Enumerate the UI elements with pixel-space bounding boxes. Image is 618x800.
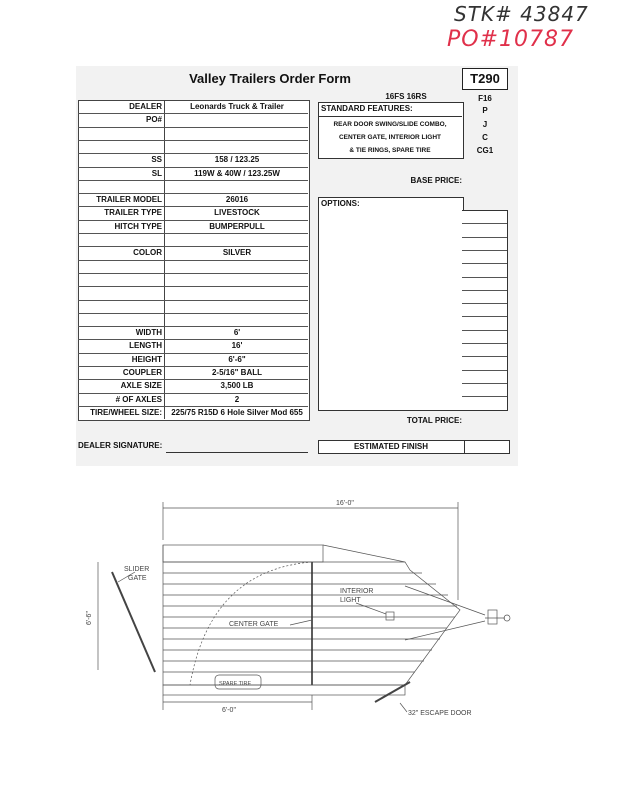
table-row-label: HITCH TYPE	[114, 221, 162, 231]
trailer-floor-plan-drawing	[0, 490, 618, 730]
escape-door-label: 32" ESCAPE DOOR	[408, 710, 472, 717]
table-row-value[interactable]: 158 / 123.25	[214, 155, 260, 165]
table-row-label	[78, 234, 162, 246]
options-grid-line	[462, 263, 507, 264]
options-grid-line	[462, 343, 507, 344]
options-grid-line	[462, 396, 507, 397]
trailer-roof-edge	[323, 545, 405, 562]
options-grid-line	[462, 316, 507, 317]
table-row-value[interactable]	[166, 234, 308, 246]
form-title: Valley Trailers Order Form	[189, 71, 351, 86]
table-row-label: COUPLER	[122, 368, 162, 377]
table-row-label: WIDTH	[135, 328, 162, 338]
table-row-label: PO#	[145, 115, 162, 125]
total-price-label: TOTAL PRICE:	[406, 416, 462, 425]
table-row-label: # OF AXLES	[115, 394, 162, 404]
slider-gate-panel	[112, 572, 155, 672]
table-row-label: DEALER	[129, 102, 162, 111]
interior-light-marker	[386, 612, 394, 620]
options-box	[318, 197, 464, 411]
table-row-label: TIRE/WHEEL SIZE:	[90, 407, 162, 417]
table-row-value[interactable]	[166, 128, 308, 140]
options-grid-line	[462, 277, 507, 278]
trailer-front-wall	[163, 545, 323, 562]
trailer-bottom-frame	[163, 685, 405, 695]
standard-features-divider	[318, 116, 462, 117]
table-row-label: HEIGHT	[131, 354, 162, 364]
hitch-tongue-lower	[405, 621, 485, 640]
table-row-value[interactable]: LIVESTOCK	[214, 208, 260, 218]
table-row-value[interactable]: 26016	[225, 195, 249, 205]
feature-code-f16: F16	[478, 94, 492, 103]
hitch-jack	[488, 610, 497, 624]
length-dimension-text: 16'-0"	[336, 500, 354, 507]
table-row-label: COLOR	[133, 248, 162, 258]
estimated-finish-divider	[464, 440, 465, 454]
table-row-label	[78, 287, 162, 299]
table-row-value[interactable]: 119W & 40W / 123.25W	[194, 168, 280, 178]
table-row-value[interactable]	[166, 274, 308, 286]
table-row-value[interactable]: 6'	[233, 328, 241, 338]
table-row-label	[78, 314, 162, 326]
table-row-label	[78, 261, 162, 273]
escape-door-leader	[400, 703, 407, 712]
table-row-label: TRAILER MODEL	[96, 195, 162, 205]
options-grid-line	[462, 223, 507, 224]
standard-feature-1: REAR DOOR SWING/SLIDE COMBO,	[333, 121, 447, 128]
table-row-value[interactable]: 225/75 R15D 6 Hole Silver Mod 655	[171, 407, 303, 417]
table-row-value[interactable]: SILVER	[222, 248, 252, 258]
table-row-value[interactable]	[166, 314, 308, 326]
options-grid-line	[462, 370, 507, 371]
height-dimension-text: 6'-6"	[86, 611, 93, 625]
handwritten-po-number: PO#10787	[447, 27, 575, 52]
standard-feature-2: CENTER GATE, INTERIOR LIGHT	[338, 134, 442, 141]
slider-gate-label-2: GATE	[128, 575, 147, 582]
table-row-label: SS	[151, 155, 162, 165]
options-grid-line	[462, 237, 507, 238]
table-row-label: LENGTH	[129, 341, 162, 351]
standard-features-label: STANDARD FEATURES:	[321, 104, 413, 113]
table-row-value[interactable]	[166, 141, 308, 153]
table-row-value[interactable]: 2	[234, 394, 240, 404]
standard-feature-3: & TIE RINGS, SPARE TIRE	[349, 147, 431, 154]
table-row-label: TRAILER TYPE	[104, 208, 162, 218]
slider-gate-label-1: SLIDER	[124, 566, 150, 573]
table-row-value[interactable]	[166, 261, 308, 273]
table-row-value[interactable]	[166, 301, 308, 313]
dealer-signature-label: DEALER SIGNATURE:	[78, 441, 163, 450]
center-gate-label: CENTER GATE	[229, 621, 279, 628]
interior-light-label-2: LIGHT	[340, 597, 361, 604]
table-row-value[interactable]: 3,500 LB	[220, 381, 254, 391]
feature-code-j: J	[482, 120, 488, 129]
options-grid-line	[462, 383, 507, 384]
dealer-signature-line[interactable]	[166, 452, 308, 453]
table-row-label	[78, 141, 162, 153]
table-row-label: SL	[151, 168, 162, 178]
table-row-label	[78, 181, 162, 193]
table-row-value[interactable]: Leonards Truck & Trailer	[190, 102, 284, 111]
table-row-value[interactable]	[166, 114, 308, 126]
table-row-value[interactable]: 2-5/16" BALL	[211, 368, 263, 377]
interior-light-label-1: INTERIOR	[340, 588, 374, 595]
handwritten-stock-number: STK# 43847	[454, 2, 589, 26]
options-label: OPTIONS:	[321, 199, 360, 208]
feature-code-p: P	[482, 106, 488, 115]
interior-light-leader	[356, 603, 386, 614]
table-row-value[interactable]	[166, 181, 308, 193]
center-gate-leader	[290, 620, 312, 625]
options-grid-line	[462, 290, 507, 291]
options-grid-line	[462, 356, 507, 357]
table-row-label	[78, 274, 162, 286]
sizes-header: 16FS 16RS	[385, 92, 427, 101]
form-code-box: T290	[462, 68, 508, 90]
feature-code-c: C	[482, 133, 488, 142]
options-grid-line	[462, 330, 507, 331]
table-row-value[interactable]: BUMPERPULL	[209, 221, 265, 231]
hitch-tongue-upper	[405, 586, 485, 615]
options-grid-line	[462, 250, 507, 251]
table-row-label: AXLE SIZE	[120, 381, 162, 391]
estimated-finish-label: ESTIMATED FINISH	[353, 442, 429, 451]
table-row-label	[78, 128, 162, 140]
feature-code-cg1: CG1	[476, 146, 494, 155]
table-row-value[interactable]: 16'	[231, 341, 243, 351]
table-row-label	[78, 301, 162, 313]
options-price-column	[462, 210, 508, 411]
width-dimension-text: 6'-0"	[222, 707, 236, 714]
spare-tire-label: SPARE TIRE	[219, 681, 252, 687]
table-row-value[interactable]	[166, 287, 308, 299]
base-price-label: BASE PRICE:	[410, 176, 462, 185]
options-grid-line	[462, 303, 507, 304]
table-row-value[interactable]: 6'-6"	[228, 354, 246, 364]
